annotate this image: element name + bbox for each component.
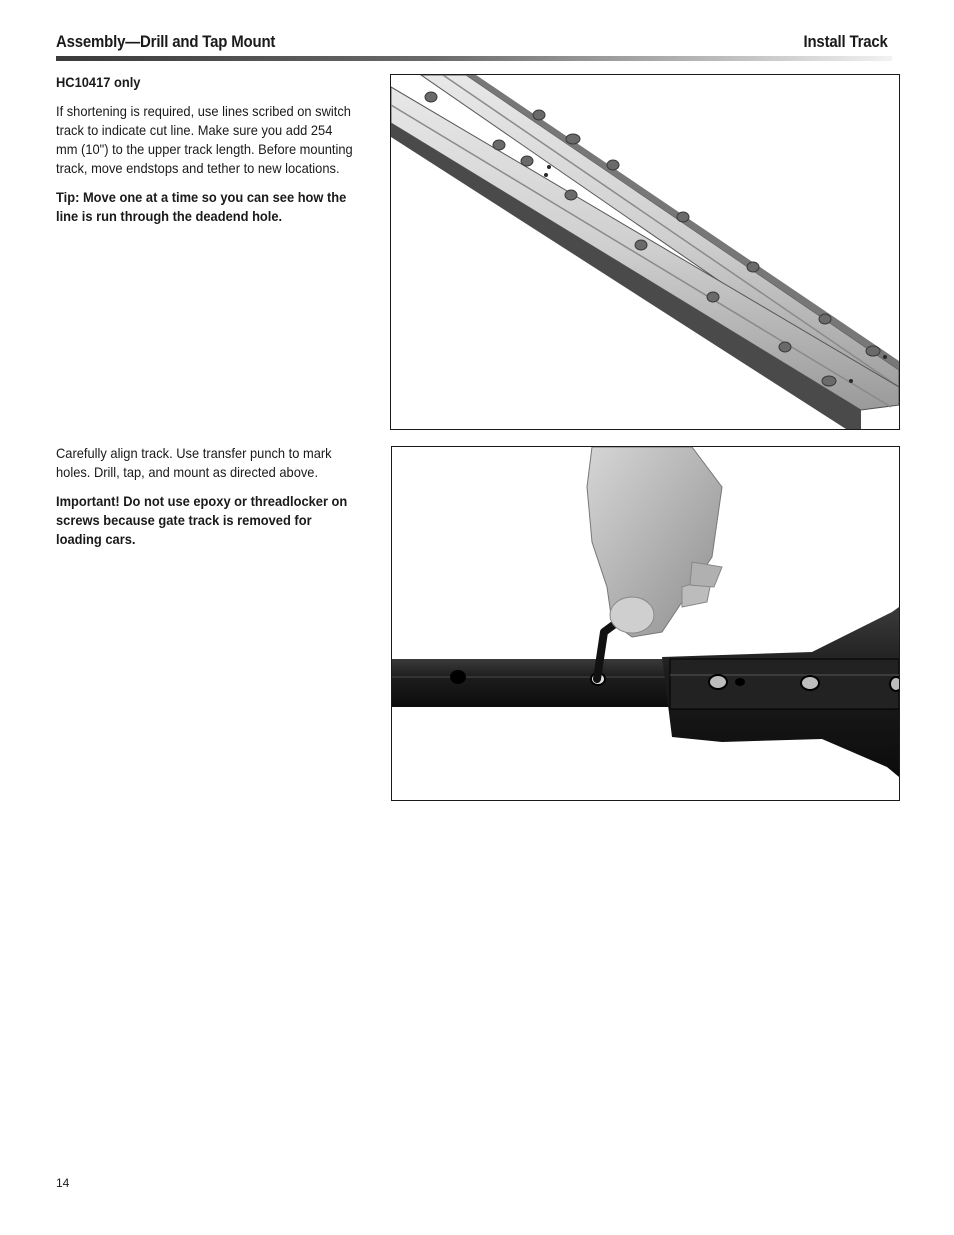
section-title: Assembly—Drill and Tap Mount bbox=[56, 32, 276, 51]
section-1-text bbox=[56, 73, 356, 236]
page-topic-title: Install Track bbox=[803, 32, 888, 51]
model-subhead: HC10417 only bbox=[56, 74, 141, 90]
alignment-instructions: Carefully align track. Use transfer punch to mark holes. Drill, tap, and mount as directed above. bbox=[56, 445, 332, 480]
page-number: 14 bbox=[56, 1176, 70, 1190]
shortening-instructions: If shortening is required, use lines scribed on switch track to indicate cut line. Make sure you add 254 mm (10") to the upper track length. Before mounting track, move endstops and tether to new locations. bbox=[56, 103, 353, 176]
section-2-text bbox=[56, 444, 356, 559]
important-note: Important! Do not use epoxy or threadlocker on screws because gate track is removed for loading cars. bbox=[56, 493, 348, 547]
track-photo bbox=[390, 74, 900, 430]
header-rule bbox=[56, 56, 892, 61]
tip-note: Tip: Move one at a time so you can see how the line is run through the deadend hole. bbox=[56, 189, 347, 224]
hex-key-photo bbox=[391, 446, 900, 801]
